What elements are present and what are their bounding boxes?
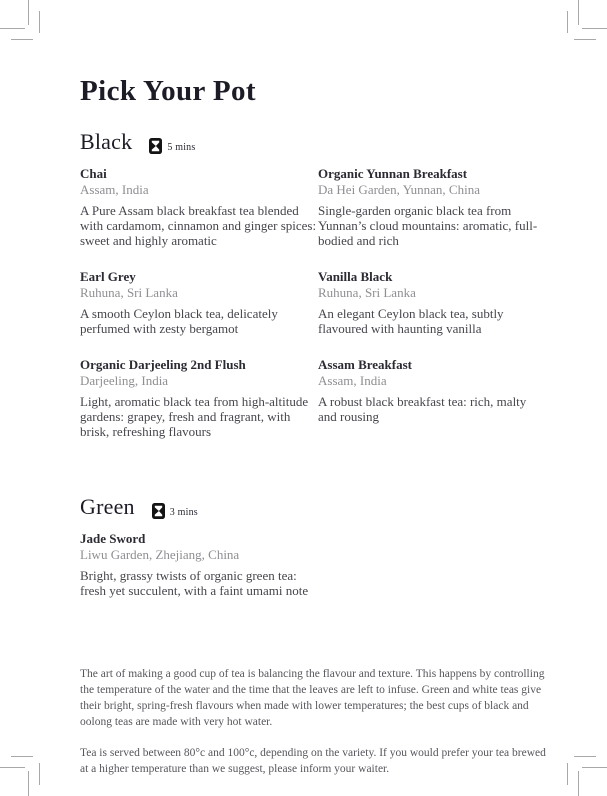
section-title: Green: [80, 494, 135, 520]
tea-description: Single-garden organic black tea from Yunnan’s cloud mountains: aromatic, full-bodied and rich: [318, 203, 538, 249]
tea-column-left: [80, 531, 318, 619]
tea-origin: Darjeeling, India: [80, 373, 169, 389]
tea-origin: Ruhuna, Sri Lanka: [318, 285, 416, 301]
page-title: Pick Your Pot: [80, 75, 256, 107]
tea-origin: Liwu Garden, Zhejiang, China: [80, 547, 240, 563]
brew-time-label: 5 mins: [167, 142, 196, 154]
tea-item: [80, 269, 318, 336]
section-green-header: [80, 496, 548, 518]
brewing-note: The art of making a good cup of tea is balancing the flavour and texture. This happens by controlling the temperature of the water and the time that the leaves are left to infuse. Green and white teas give their bright, spring-fresh flavours when made with lower temperatures; the best cups of black and oolong teas are made with very hot water.: [80, 668, 545, 729]
serving-temperature-note: Tea is served between 80°c and 100°c, depending on the variety. If you would prefer your tea brewed at a higher temperature than we suggest, please inform your waiter.: [80, 747, 546, 776]
crop-mark-top-left: [0, 0, 40, 40]
tea-name: Assam Breakfast: [318, 357, 413, 373]
crop-mark-top-right: [567, 0, 607, 40]
tea-origin: Assam, India: [80, 182, 149, 198]
section-title: Black: [80, 129, 133, 155]
footer-notes: [80, 666, 548, 777]
brew-time-label: 3 mins: [169, 507, 198, 519]
hourglass-icon: [152, 503, 165, 519]
tea-column-left: [80, 166, 318, 460]
section-black-header: [80, 131, 548, 153]
tea-name: Earl Grey: [80, 269, 136, 285]
tea-item: [80, 166, 318, 248]
crop-mark-bottom-left: [0, 756, 40, 796]
crop-mark-bottom-right: [567, 756, 607, 796]
tea-description: An elegant Ceylon black tea, subtly flavoured with haunting vanilla: [318, 306, 504, 337]
tea-description: Light, aromatic black tea from high-altitude gardens: grapey, fresh and fragrant, with brisk, refreshing flavours: [80, 394, 309, 440]
tea-name: Vanilla Black: [318, 269, 393, 285]
section-black: [80, 131, 548, 460]
tea-columns: [80, 531, 548, 619]
menu-content: [80, 76, 548, 777]
section-green: [80, 496, 548, 619]
brew-time-indicator: [149, 138, 195, 153]
tea-name: Chai: [80, 166, 107, 182]
tea-item: [318, 269, 548, 336]
tea-columns: [80, 166, 548, 460]
tea-origin: Assam, India: [318, 373, 387, 389]
tea-description: A smooth Ceylon black tea, delicately perfumed with zesty bergamot: [80, 306, 278, 337]
tea-origin: Da Hei Garden, Yunnan, China: [318, 182, 480, 198]
tea-item: [80, 357, 318, 439]
brew-time-indicator: [152, 503, 198, 518]
tea-name: Organic Yunnan Breakfast: [318, 166, 468, 182]
tea-description: Bright, grassy twists of organic green tea: fresh yet succulent, with a faint umami note: [80, 568, 309, 599]
tea-item: [318, 357, 548, 424]
tea-item: [80, 531, 318, 598]
tea-column-right: [318, 166, 548, 445]
tea-description: A Pure Assam black breakfast tea blended with cardamom, cinnamon and ginger spices: sweet and highly aromatic: [80, 203, 317, 249]
tea-description: A robust black breakfast tea: rich, malty and rousing: [318, 394, 527, 425]
tea-name: Jade Sword: [80, 531, 146, 547]
tea-item: [318, 166, 548, 248]
hourglass-icon: [149, 138, 162, 154]
tea-name: Organic Darjeeling 2nd Flush: [80, 357, 246, 373]
tea-origin: Ruhuna, Sri Lanka: [80, 285, 178, 301]
